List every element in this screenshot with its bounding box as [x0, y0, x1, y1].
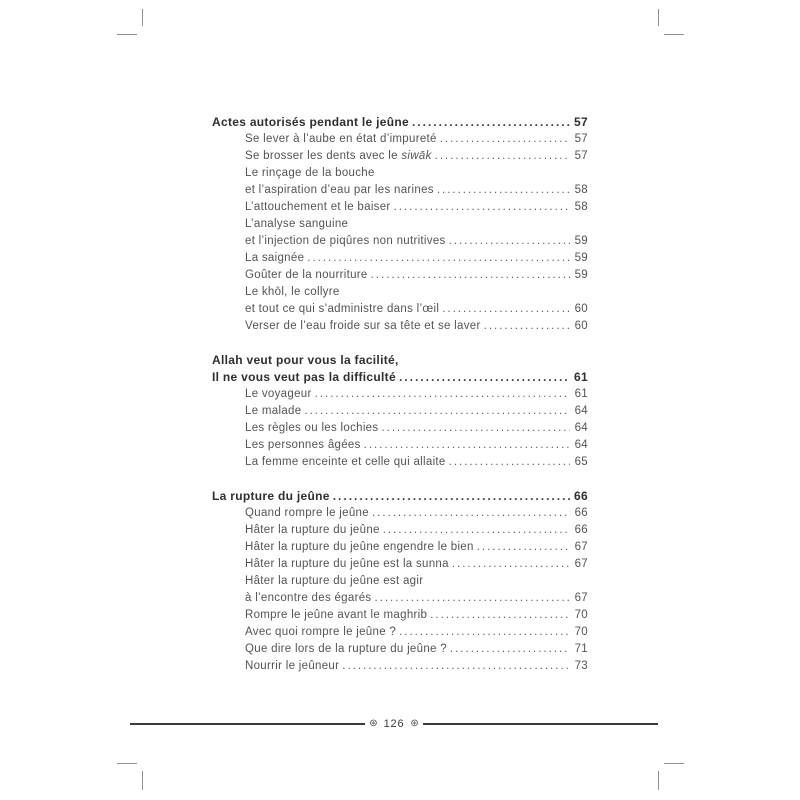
toc-entry-row: [212, 267, 588, 284]
toc-item-label-text: La femme enceinte et celle qui allaite: [245, 456, 446, 468]
toc-entry-row: [212, 454, 588, 471]
toc-page-number: 70: [574, 626, 588, 638]
toc-item-label-text: Verser de l’eau froide sur sa tête et se laver: [245, 320, 481, 332]
crop-mark-top-left-horizontal: [117, 34, 137, 35]
toc-item-label-text: Avec quoi rompre le jeûne ?: [245, 626, 397, 638]
toc-item-label: [245, 165, 375, 182]
toc-entry-row: [212, 641, 588, 658]
toc-heading-row: [212, 114, 588, 131]
table-of-contents: [212, 97, 588, 675]
toc-page-number: 67: [574, 592, 588, 604]
toc-item-label-text: Le malade: [245, 405, 302, 417]
toc-item-label-part: Se brosser les dents avec le: [245, 150, 402, 162]
toc-page-number: 66: [574, 489, 588, 503]
toc-item-label-text: Allah veut pour vous la facilité,: [212, 353, 399, 367]
toc-page-number: 59: [574, 252, 588, 264]
toc-item-label: [245, 233, 446, 250]
toc-entry-row: [212, 165, 588, 182]
toc-item-label: [245, 624, 396, 641]
toc-item-label-text: Que dire lors de la rupture du jeûne ?: [245, 643, 447, 655]
toc-entry-row: [212, 539, 588, 556]
toc-entry-row: [212, 522, 588, 539]
toc-entry-row: [212, 658, 588, 675]
toc-item-label: [245, 386, 312, 403]
toc-item-label: [245, 131, 437, 148]
toc-dot-leader: [307, 250, 570, 267]
footer-ornament-right-icon: ⊛: [410, 718, 419, 729]
toc-item-label: [245, 420, 378, 437]
toc-item-label: [245, 148, 432, 165]
crop-mark-bottom-right-horizontal: [664, 763, 684, 764]
toc-entry-row: [212, 301, 588, 318]
toc-dot-leader: [333, 488, 570, 505]
toc-item-label-text: Goûter de la nourriture: [245, 269, 368, 281]
toc-item-label: [245, 505, 369, 522]
toc-entry-row: [212, 199, 588, 216]
toc-page-number: 66: [574, 524, 588, 536]
toc-dot-leader: [381, 420, 570, 437]
toc-entry-row: [212, 318, 588, 335]
crop-mark-bottom-left-horizontal: [117, 763, 137, 764]
toc-page-number: 58: [574, 201, 588, 213]
toc-dot-leader: [342, 658, 570, 675]
toc-item-label: [245, 301, 439, 318]
toc-dot-leader: [450, 641, 570, 658]
footer-rule-left: [130, 723, 365, 725]
toc-heading-row: [212, 488, 588, 505]
toc-entry-row: [212, 403, 588, 420]
toc-item-label: [245, 454, 446, 471]
page-number: 126: [383, 718, 405, 730]
toc-entry-row: [212, 233, 588, 250]
toc-page-number: 58: [574, 184, 588, 196]
toc-item-label: [245, 284, 340, 301]
toc-page-number: 64: [574, 439, 588, 451]
toc-dot-leader: [484, 318, 570, 335]
toc-item-label: [245, 607, 427, 624]
toc-item-label-text: et tout ce qui s’administre dans l’œil: [245, 303, 440, 315]
toc-item-label: [245, 403, 301, 420]
toc-page-number: 65: [574, 456, 588, 468]
toc-item-label-text: Rompre le jeûne avant le maghrib: [245, 609, 428, 621]
toc-dot-leader: [435, 148, 570, 165]
footer-rule-right: [423, 723, 658, 725]
crop-mark-bottom-left-vertical: [142, 771, 143, 790]
toc-item-label-text: Hâter la rupture du jeûne engendre le bien: [245, 541, 474, 553]
toc-item-label-text: Hâter la rupture du jeûne est la sunna: [245, 558, 449, 570]
toc-entry-row: [212, 182, 588, 199]
toc-dot-leader: [437, 182, 570, 199]
toc-item-label-text: Le khōl, le collyre: [245, 286, 340, 298]
toc-page-number: 70: [574, 609, 588, 621]
toc-item-label: [245, 267, 368, 284]
toc-entry-row: [212, 556, 588, 573]
toc-item-label-text: Le voyageur: [245, 388, 312, 400]
toc-item-label: [245, 182, 434, 199]
toc-page-number: 73: [574, 660, 588, 672]
crop-mark-top-right-vertical: [658, 9, 659, 26]
toc-page-number: 71: [574, 643, 588, 655]
toc-dot-leader: [452, 556, 570, 573]
toc-item-label-text: Nourrir le jeûneur: [245, 660, 340, 672]
page-footer: [130, 713, 658, 735]
toc-page-number: 59: [574, 269, 588, 281]
toc-page-number: 57: [574, 115, 588, 129]
toc-page-number: 66: [574, 507, 588, 519]
toc-entry-row: [212, 607, 588, 624]
toc-item-label-text: Les personnes âgées: [245, 439, 361, 451]
toc-item-label-text: L’attouchement et le baiser: [245, 201, 391, 213]
toc-entry-row: [212, 505, 588, 522]
toc-entry-row: [212, 573, 588, 590]
toc-item-label: [212, 352, 399, 369]
toc-entry-row: [212, 590, 588, 607]
toc-item-label-text: et l’aspiration d’eau par les narines: [245, 184, 434, 196]
toc-page-number: 67: [574, 541, 588, 553]
toc-item-label-text: et l’injection de piqûres non nutritives: [245, 235, 446, 247]
toc-entry-row: [212, 386, 588, 403]
toc-item-label: [212, 369, 396, 386]
toc-dot-leader: [383, 522, 570, 539]
crop-mark-top-left-vertical: [142, 9, 143, 26]
toc-item-label-text: L’analyse sanguine: [245, 218, 349, 230]
toc-dot-leader: [399, 369, 570, 386]
toc-dot-leader: [315, 386, 570, 403]
toc-item-label-italic-part: siwāk: [401, 150, 432, 162]
toc-item-label: [245, 250, 304, 267]
toc-dot-leader: [412, 114, 570, 131]
toc-item-label-text: La saignée: [245, 252, 305, 264]
toc-page-number: 64: [574, 422, 588, 434]
toc-item-label-text: Il ne vous veut pas la difficulté: [212, 370, 396, 384]
toc-page-number: 60: [574, 303, 588, 315]
toc-dot-leader: [374, 590, 570, 607]
toc-entry-row: [212, 131, 588, 148]
crop-mark-top-right-horizontal: [664, 34, 684, 35]
toc-item-label-text: Hâter la rupture du jeûne est agir: [245, 575, 424, 587]
toc-item-label: [245, 199, 391, 216]
toc-page-number: 60: [574, 320, 588, 332]
toc-entry-row: [212, 148, 588, 165]
toc-item-label-text: Hâter la rupture du jeûne: [245, 524, 380, 536]
toc-dot-leader: [440, 131, 570, 148]
toc-dot-leader: [364, 437, 570, 454]
toc-item-label: [245, 573, 423, 590]
footer-ornament-left-icon: ⊛: [369, 718, 378, 729]
toc-page-number: 61: [574, 370, 588, 384]
toc-item-label: [245, 318, 481, 335]
toc-item-label: [245, 216, 348, 233]
toc-item-label: [212, 488, 330, 505]
toc-page-number: 67: [574, 558, 588, 570]
toc-page-number: 61: [574, 388, 588, 400]
toc-page-number: 64: [574, 405, 588, 417]
toc-entry-row: [212, 437, 588, 454]
toc-dot-leader: [477, 539, 570, 556]
toc-dot-leader: [449, 454, 570, 471]
toc-dot-leader: [449, 233, 570, 250]
toc-item-label-text: Le rinçage de la bouche: [245, 167, 375, 179]
toc-item-label: [245, 556, 449, 573]
toc-dot-leader: [430, 607, 570, 624]
toc-item-label: [212, 114, 409, 131]
toc-item-label: [245, 658, 339, 675]
toc-item-label: [245, 437, 361, 454]
toc-entry-row: [212, 250, 588, 267]
toc-item-label-text: La rupture du jeûne: [212, 489, 330, 503]
toc-item-label-text: Les règles ou les lochies: [245, 422, 379, 434]
toc-dot-leader: [371, 267, 570, 284]
toc-entry-row: [212, 284, 588, 301]
crop-mark-bottom-right-vertical: [658, 771, 659, 790]
toc-item-label-text: Se lever à l’aube en état d’impureté: [245, 133, 437, 145]
toc-page-number: 57: [574, 150, 588, 162]
toc-item-label-text: Actes autorisés pendant le jeûne: [212, 115, 409, 129]
toc-item-label: [245, 522, 380, 539]
toc-dot-leader: [372, 505, 570, 522]
toc-item-label-text: à l’encontre des égarés: [245, 592, 372, 604]
toc-dot-leader: [399, 624, 570, 641]
toc-entry-row: [212, 420, 588, 437]
toc-heading-row: [212, 352, 588, 369]
toc-heading-row: [212, 369, 588, 386]
toc-item-label-text: Quand rompre le jeûne: [245, 507, 369, 519]
toc-item-label: [245, 590, 371, 607]
toc-dot-leader: [442, 301, 570, 318]
toc-page-number: 59: [574, 235, 588, 247]
toc-entry-row: [212, 624, 588, 641]
toc-dot-leader: [394, 199, 570, 216]
toc-item-label: [245, 641, 447, 658]
toc-page-number: 57: [574, 133, 588, 145]
toc-dot-leader: [304, 403, 570, 420]
toc-item-label: [245, 539, 474, 556]
toc-entry-row: [212, 216, 588, 233]
